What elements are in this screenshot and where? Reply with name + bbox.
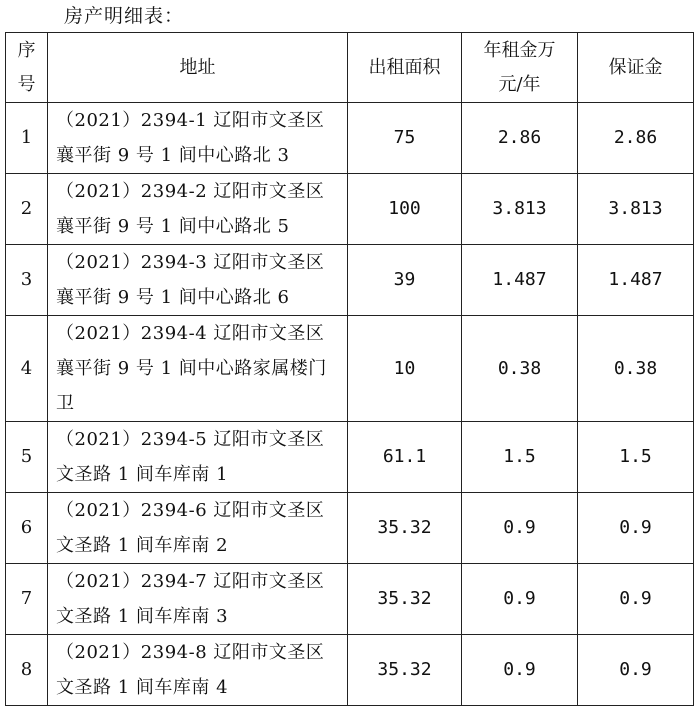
table-row: [6, 316, 694, 422]
table-row: [6, 635, 694, 706]
table-caption: 房产明细表：: [64, 5, 185, 27]
row-area: 35.32: [348, 635, 462, 706]
row-rent: 1.487: [462, 245, 578, 316]
row-index: 2: [6, 174, 48, 245]
table-row: [6, 174, 694, 245]
table-row: [6, 245, 694, 316]
row-area: 61.1: [348, 422, 462, 493]
row-index: 4: [6, 316, 48, 422]
row-deposit: 0.9: [578, 493, 694, 564]
row-rent: 0.38: [462, 316, 578, 422]
row-deposit: 1.5: [578, 422, 694, 493]
table-row: [6, 564, 694, 635]
table-row: [6, 422, 694, 493]
row-area: 75: [348, 103, 462, 174]
row-deposit: 2.86: [578, 103, 694, 174]
header-address: 地址: [48, 33, 348, 103]
header-deposit: 保证金: [578, 33, 694, 103]
row-index: 8: [6, 635, 48, 706]
row-index: 7: [6, 564, 48, 635]
header-area: 出租面积: [348, 33, 462, 103]
header-rent: 年租金万元/年: [462, 33, 578, 103]
row-address: （2021）2394-6 辽阳市文圣区文圣路 1 间车库南 2: [48, 493, 348, 564]
row-area: 35.32: [348, 564, 462, 635]
row-rent: 0.9: [462, 493, 578, 564]
row-rent: 0.9: [462, 635, 578, 706]
row-index: 1: [6, 103, 48, 174]
row-address: （2021）2394-2 辽阳市文圣区襄平街 9 号 1 间中心路北 5: [48, 174, 348, 245]
row-address: （2021）2394-1 辽阳市文圣区襄平街 9 号 1 间中心路北 3: [48, 103, 348, 174]
property-detail-table: [5, 32, 694, 706]
row-area: 39: [348, 245, 462, 316]
row-deposit: 1.487: [578, 245, 694, 316]
row-address: （2021）2394-3 辽阳市文圣区襄平街 9 号 1 间中心路北 6: [48, 245, 348, 316]
row-area: 10: [348, 316, 462, 422]
row-rent: 3.813: [462, 174, 578, 245]
row-address: （2021）2394-4 辽阳市文圣区襄平街 9 号 1 间中心路家属楼门卫: [48, 316, 348, 422]
row-deposit: 0.38: [578, 316, 694, 422]
row-rent: 0.9: [462, 564, 578, 635]
table-row: [6, 493, 694, 564]
row-index: 5: [6, 422, 48, 493]
row-address: （2021）2394-5 辽阳市文圣区文圣路 1 间车库南 1: [48, 422, 348, 493]
row-deposit: 3.813: [578, 174, 694, 245]
row-area: 35.32: [348, 493, 462, 564]
row-address: （2021）2394-8 辽阳市文圣区文圣路 1 间车库南 4: [48, 635, 348, 706]
header-row: [6, 33, 694, 103]
row-deposit: 0.9: [578, 564, 694, 635]
row-index: 6: [6, 493, 48, 564]
row-index: 3: [6, 245, 48, 316]
row-deposit: 0.9: [578, 635, 694, 706]
header-index: 序号: [6, 33, 48, 103]
row-address: （2021）2394-7 辽阳市文圣区文圣路 1 间车库南 3: [48, 564, 348, 635]
row-rent: 1.5: [462, 422, 578, 493]
table-row: [6, 103, 694, 174]
row-area: 100: [348, 174, 462, 245]
row-rent: 2.86: [462, 103, 578, 174]
